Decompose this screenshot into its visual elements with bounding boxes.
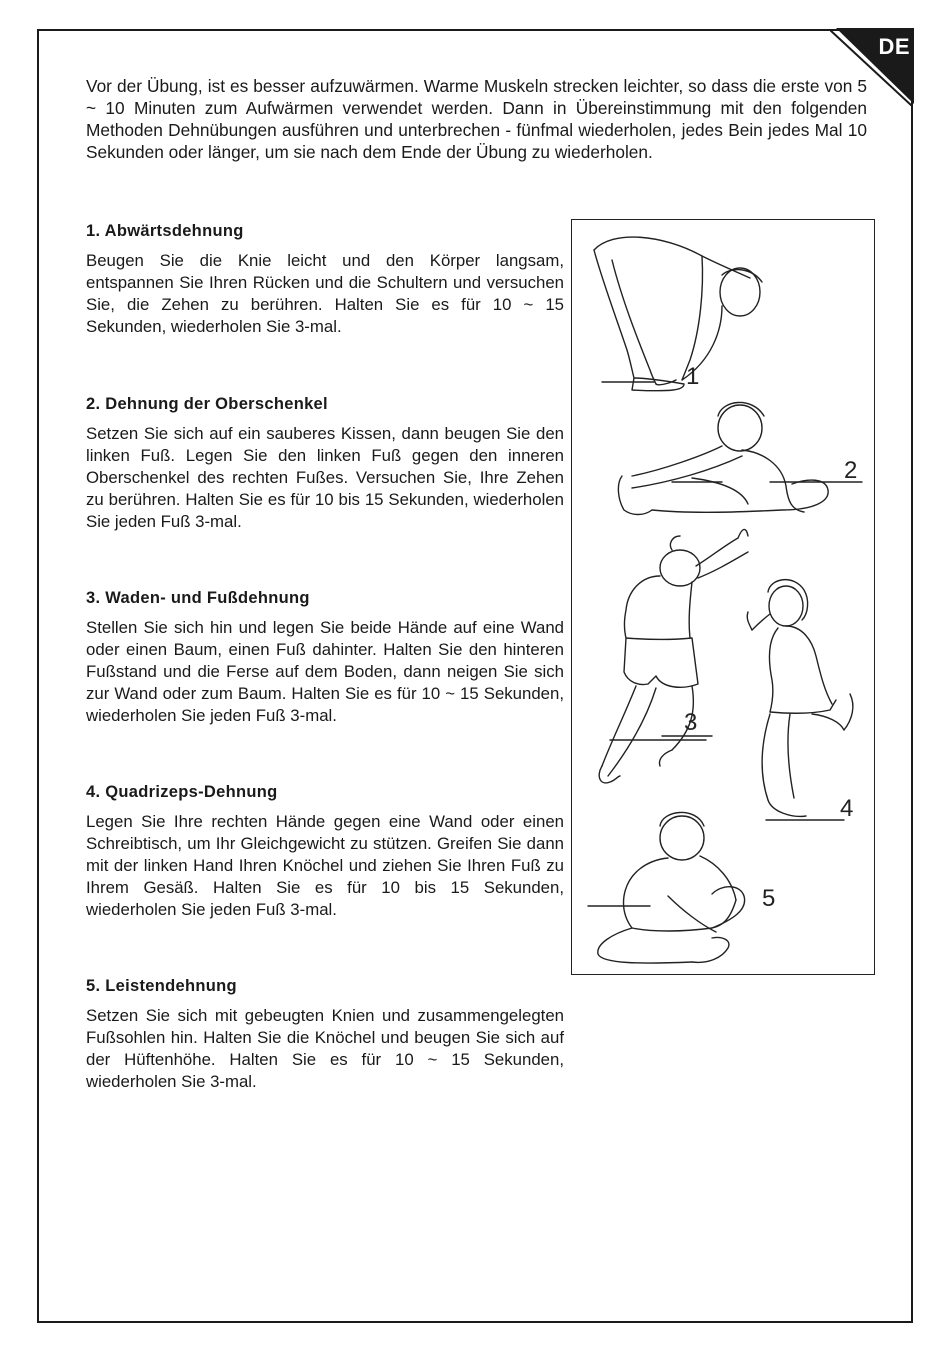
- section-body: Setzen Sie sich mit gebeugten Knien und zusammengelegten Fußsohlen hin. Halten Sie die Knöchel und beugen Sie sich auf der Hüftenhöhe. Halten Sie es für 10 ~ 15 Sekunden, wiederholen Sie 3-mal.: [86, 1006, 564, 1091]
- figure-3-calf-stretch: [599, 529, 748, 782]
- section-title: 3. Waden- und Fußdehnung: [86, 589, 310, 607]
- figure-label-3: 3: [684, 709, 698, 736]
- figure-label-4: 4: [840, 795, 854, 822]
- figure-1-forward-bend: [594, 237, 762, 391]
- figure-4-quad-stretch: [747, 580, 853, 820]
- section-quadriceps-stretch: [86, 782, 564, 921]
- section-thigh-stretch: [86, 394, 564, 533]
- section-calf-foot-stretch: [86, 588, 564, 727]
- section-title: 5. Leistendehnung: [86, 977, 237, 995]
- language-badge: DE: [878, 34, 910, 59]
- figure-2-seated-stretch: [618, 402, 862, 514]
- section-downward-stretch: [86, 221, 564, 338]
- section-title: 4. Quadrizeps-Dehnung: [86, 783, 278, 801]
- section-body: Legen Sie Ihre rechten Hände gegen eine Wand oder einen Schreibtisch, um Ihr Gleichgewicht zu stützen. Greifen Sie dann mit der linken Hand Ihren Knöchel und ziehen Sie Ihren Fuß zu Ihrem Gesäß. Halten Sie es für 10 bis 15 Sekunden, wiederholen Sie jeden Fuß 3-mal.: [86, 812, 564, 919]
- intro-paragraph: Vor der Übung, ist es besser aufzuwärmen. Warme Muskeln strecken leichter, so dass die erste von 5 ~ 10 Minuten zum Aufwärmen verwendet werden. Dann in Übereinstimmung mit den folgenden Methoden Dehnübungen ausführen und unterbrechen - fünfmal wiederholen, jedes Bein jedes Mal 10 Sekunden oder länger, um sie nach dem Ende der Übung zu wiederholen.: [86, 76, 867, 162]
- section-title: 1. Abwärtsdehnung: [86, 222, 244, 240]
- section-body: Setzen Sie sich auf ein sauberes Kissen, dann beugen Sie den linken Fuß. Legen Sie den linken Fuß gegen den inneren Oberschenkel des rechten Fußes. Versuchen Sie, Ihre Zehen zu berühren. Halten Sie es für 10 bis 15 Sekunden, wiederholen Sie jeden Fuß 3-mal.: [86, 424, 564, 531]
- figure-label-5: 5: [762, 885, 776, 912]
- section-groin-stretch: [86, 976, 564, 1093]
- exercise-illustration-panel: [571, 219, 875, 975]
- figure-label-2: 2: [844, 457, 858, 484]
- section-body: Beugen Sie die Knie leicht und den Körper langsam, entspannen Sie Ihren Rücken und die Schultern und versuchen Sie, die Zehen zu berühren. Halten Sie es für 10 ~ 15 Sekunden, wiederholen Sie 3-mal.: [86, 251, 564, 336]
- figure-label-1: 1: [686, 363, 700, 390]
- section-body: Stellen Sie sich hin und legen Sie beide Hände auf eine Wand oder einen Baum, einen Fuß dahinter. Halten Sie den hinteren Fußstand und die Ferse auf dem Boden, dann neigen Sie sich zur Wand oder zum Baum. Halten Sie es für 10 ~ 15 Sekunden, wiederholen Sie jeden Fuß 3-mal.: [86, 618, 564, 725]
- section-title: 2. Dehnung der Oberschenkel: [86, 395, 328, 413]
- figure-5-groin-stretch: [588, 812, 745, 963]
